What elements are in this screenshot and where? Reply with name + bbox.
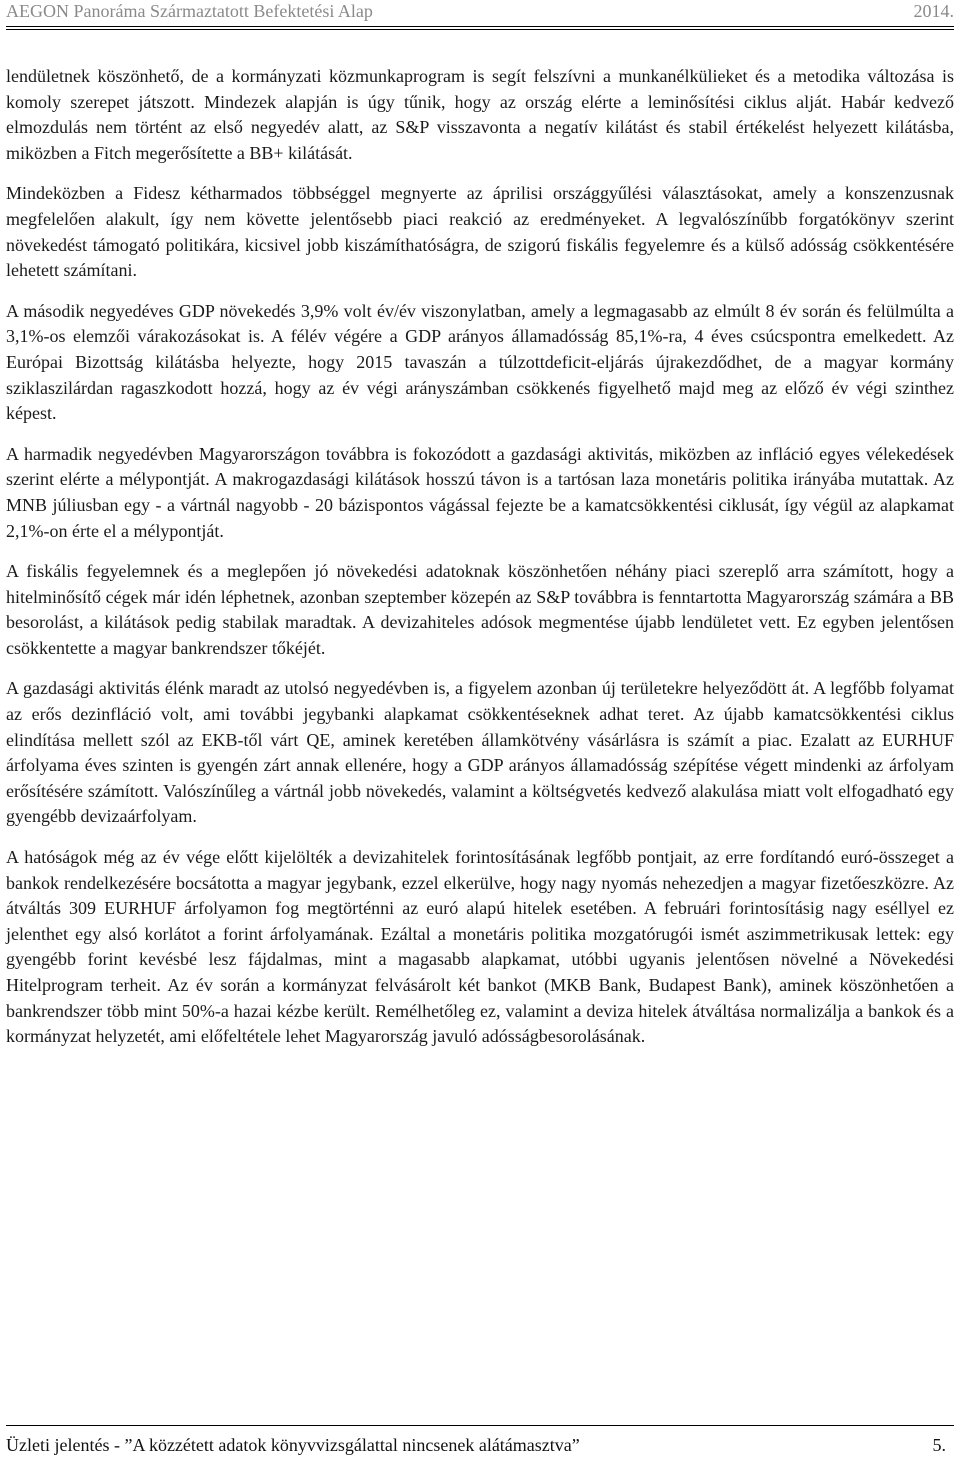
paragraph: A hatóságok még az év vége előtt kijelölték a devizahitelek forintosításának legfőbb pontjait, az erre fordítandó euró-összeget a bankok rendelkezésére bocsátotta a magyar jegybank, ezzel elkerülve, hogy nagy nyomás nehezedjen a magyar fizetőeszközre. Az átváltás 309 EURHUF árfolyamon fog megtörténni az euró alapú hitelek esetében. A februári forintosításig nagy eséllyel ez jelenthet egy alsó korlátot a forint árfolyamának. Ezáltal a monetáris politika mozgatórugói ismét aszimmetrikusak lettek: egy gyengébb forint kevésbé lesz fájdalmas, mint a magasabb alapkamat, utóbbi ugyanis jelentősen növelné a Növekedési Hitelprogram terheit. Az év során a kormányzat felvásárolt két bankot (MKB Bank, Budapest Bank), aminek köszönhetően a bankrendszer több mint 50%-a hazai kézbe került. Remélhetőleg ez, valamint a deviza hitelek átváltása normalizálja a bankok és a kormányzat helyzetét, ami előfeltétele lehet Magyarország javuló adósságbesorolásának. bbox=[6, 847, 954, 1047]
header-year: 2014. bbox=[913, 1, 954, 21]
header-title: AEGON Panoráma Származtatott Befektetési Alap bbox=[6, 1, 373, 21]
paragraph: A gazdasági aktivitás élénk maradt az utolsó negyedévben is, a figyelem azonban új területekre helyeződött át. A legfőbb folyamat az erős dezinfláció volt, ami további jegybanki alapkamat csökkentéseknek adhat teret. Az újabb kamatcsökkentési ciklus elindítása mellett szól az EKB-től várt QE, aminek keretében államkötvény vásárlásra is számít a piac. Ezalatt az EURHUF árfolyama éves szinten is gyengén zárt annak ellenére, hogy a GDP arányos államadósság szépítése végett mindenki az árfolyam erősítésére számított. Valószínűleg a vártnál jobb növekedés, valamint a költségvetés kedvező alakulása miatt volt elfogadható egy gyengébb devizaárfolyam. bbox=[6, 678, 954, 827]
header-divider bbox=[6, 26, 954, 27]
footer-text: Üzleti jelentés - ”A közzétett adatok könyvvizsgálattal nincsenek alátámasztva” bbox=[6, 1434, 580, 1455]
footer-divider bbox=[6, 1425, 954, 1426]
page-footer bbox=[6, 1433, 946, 1457]
paragraph: lendületnek köszönhető, de a kormányzati közmunkaprogram is segít felszívni a munkanélkülieket és a metodika változása is komoly szerepet játszott. Mindezek alapján is úgy tűnik, hogy az ország elérte a leminősítési ciklus alját. Habár kedvező elmozdulás nem történt az első negyedév alatt, az S&P visszavonta a negatív kilátást és stabil értékelést helyezett kilátásba, miközben a Fitch megerősítette a BB+ kilátását. bbox=[6, 66, 954, 163]
body-text bbox=[6, 64, 954, 1065]
page-number: 5. bbox=[932, 1434, 946, 1455]
paragraph: A harmadik negyedévben Magyarországon továbbra is fokozódott a gazdasági aktivitás, miközben az infláció egyes vélekedések szerint elérte a mélypontját. A makrogazdasági kilátások hosszú távon is a tartósan laza monetáris politika irányába mutattak. Az MNB júliusban egy - a vártnál nagyobb - 20 bázispontos vágással fejezte be a kamatcsökkentési ciklusát, így végül az alapkamat 2,1%-on érte el a mélypontját. bbox=[6, 443, 954, 541]
paragraph: A fiskális fegyelemnek és a meglepően jó növekedési adatoknak köszönhetően néhány piaci szereplő arra számított, hogy a hitelminősítő cégek már idén léphetnek, azonban szeptember közepén az S&P továbbra is fenntartotta Magyarország számára a BB besorolást, a kilátások pedig stabilak maradtak. A devizahiteles adósok megmentése újabb lendületet vett. Ez egyben jelentősen csökkentette a magyar bankrendszer tőkéjét. bbox=[6, 561, 954, 658]
paragraph: A második negyedéves GDP növekedés 3,9% volt év/év viszonylatban, amely a legmagasabb az elmúlt 8 év során és felülmúlta a 3,1%-os elemzői várakozásokat is. A félév végére a GDP arányos államadósság 85,1%-ra, 4 éves csúcspontra emelkedett. Az Európai Bizottság kilátásba helyezte, hogy 2015 tavaszán a túlzottdeficit-eljárás újrakezdődhet, de a magyar kormány sziklaszilárdan ragaszkodott hozzá, hogy az év végi arányszámban csökkenés figyelhető majd meg az előző év végi szinthez képest. bbox=[6, 300, 954, 424]
paragraph: Mindeközben a Fidesz kétharmados többséggel megnyerte az áprilisi országgyűlési választásokat, amely a konszenzusnak megfelelően alakult, így nem követte jelentősebb piaci reakció az eredményeket. A legvalószínűbb forgatókönyv szerint növekedést támogató politikára, kicsivel jobb kiszámíthatóságra, de szigorú fiskális fegyelemre és a külső adósság csökkentésére lehetett számítani. bbox=[6, 183, 954, 281]
header-divider-second bbox=[6, 29, 954, 30]
page-header bbox=[6, 0, 954, 26]
